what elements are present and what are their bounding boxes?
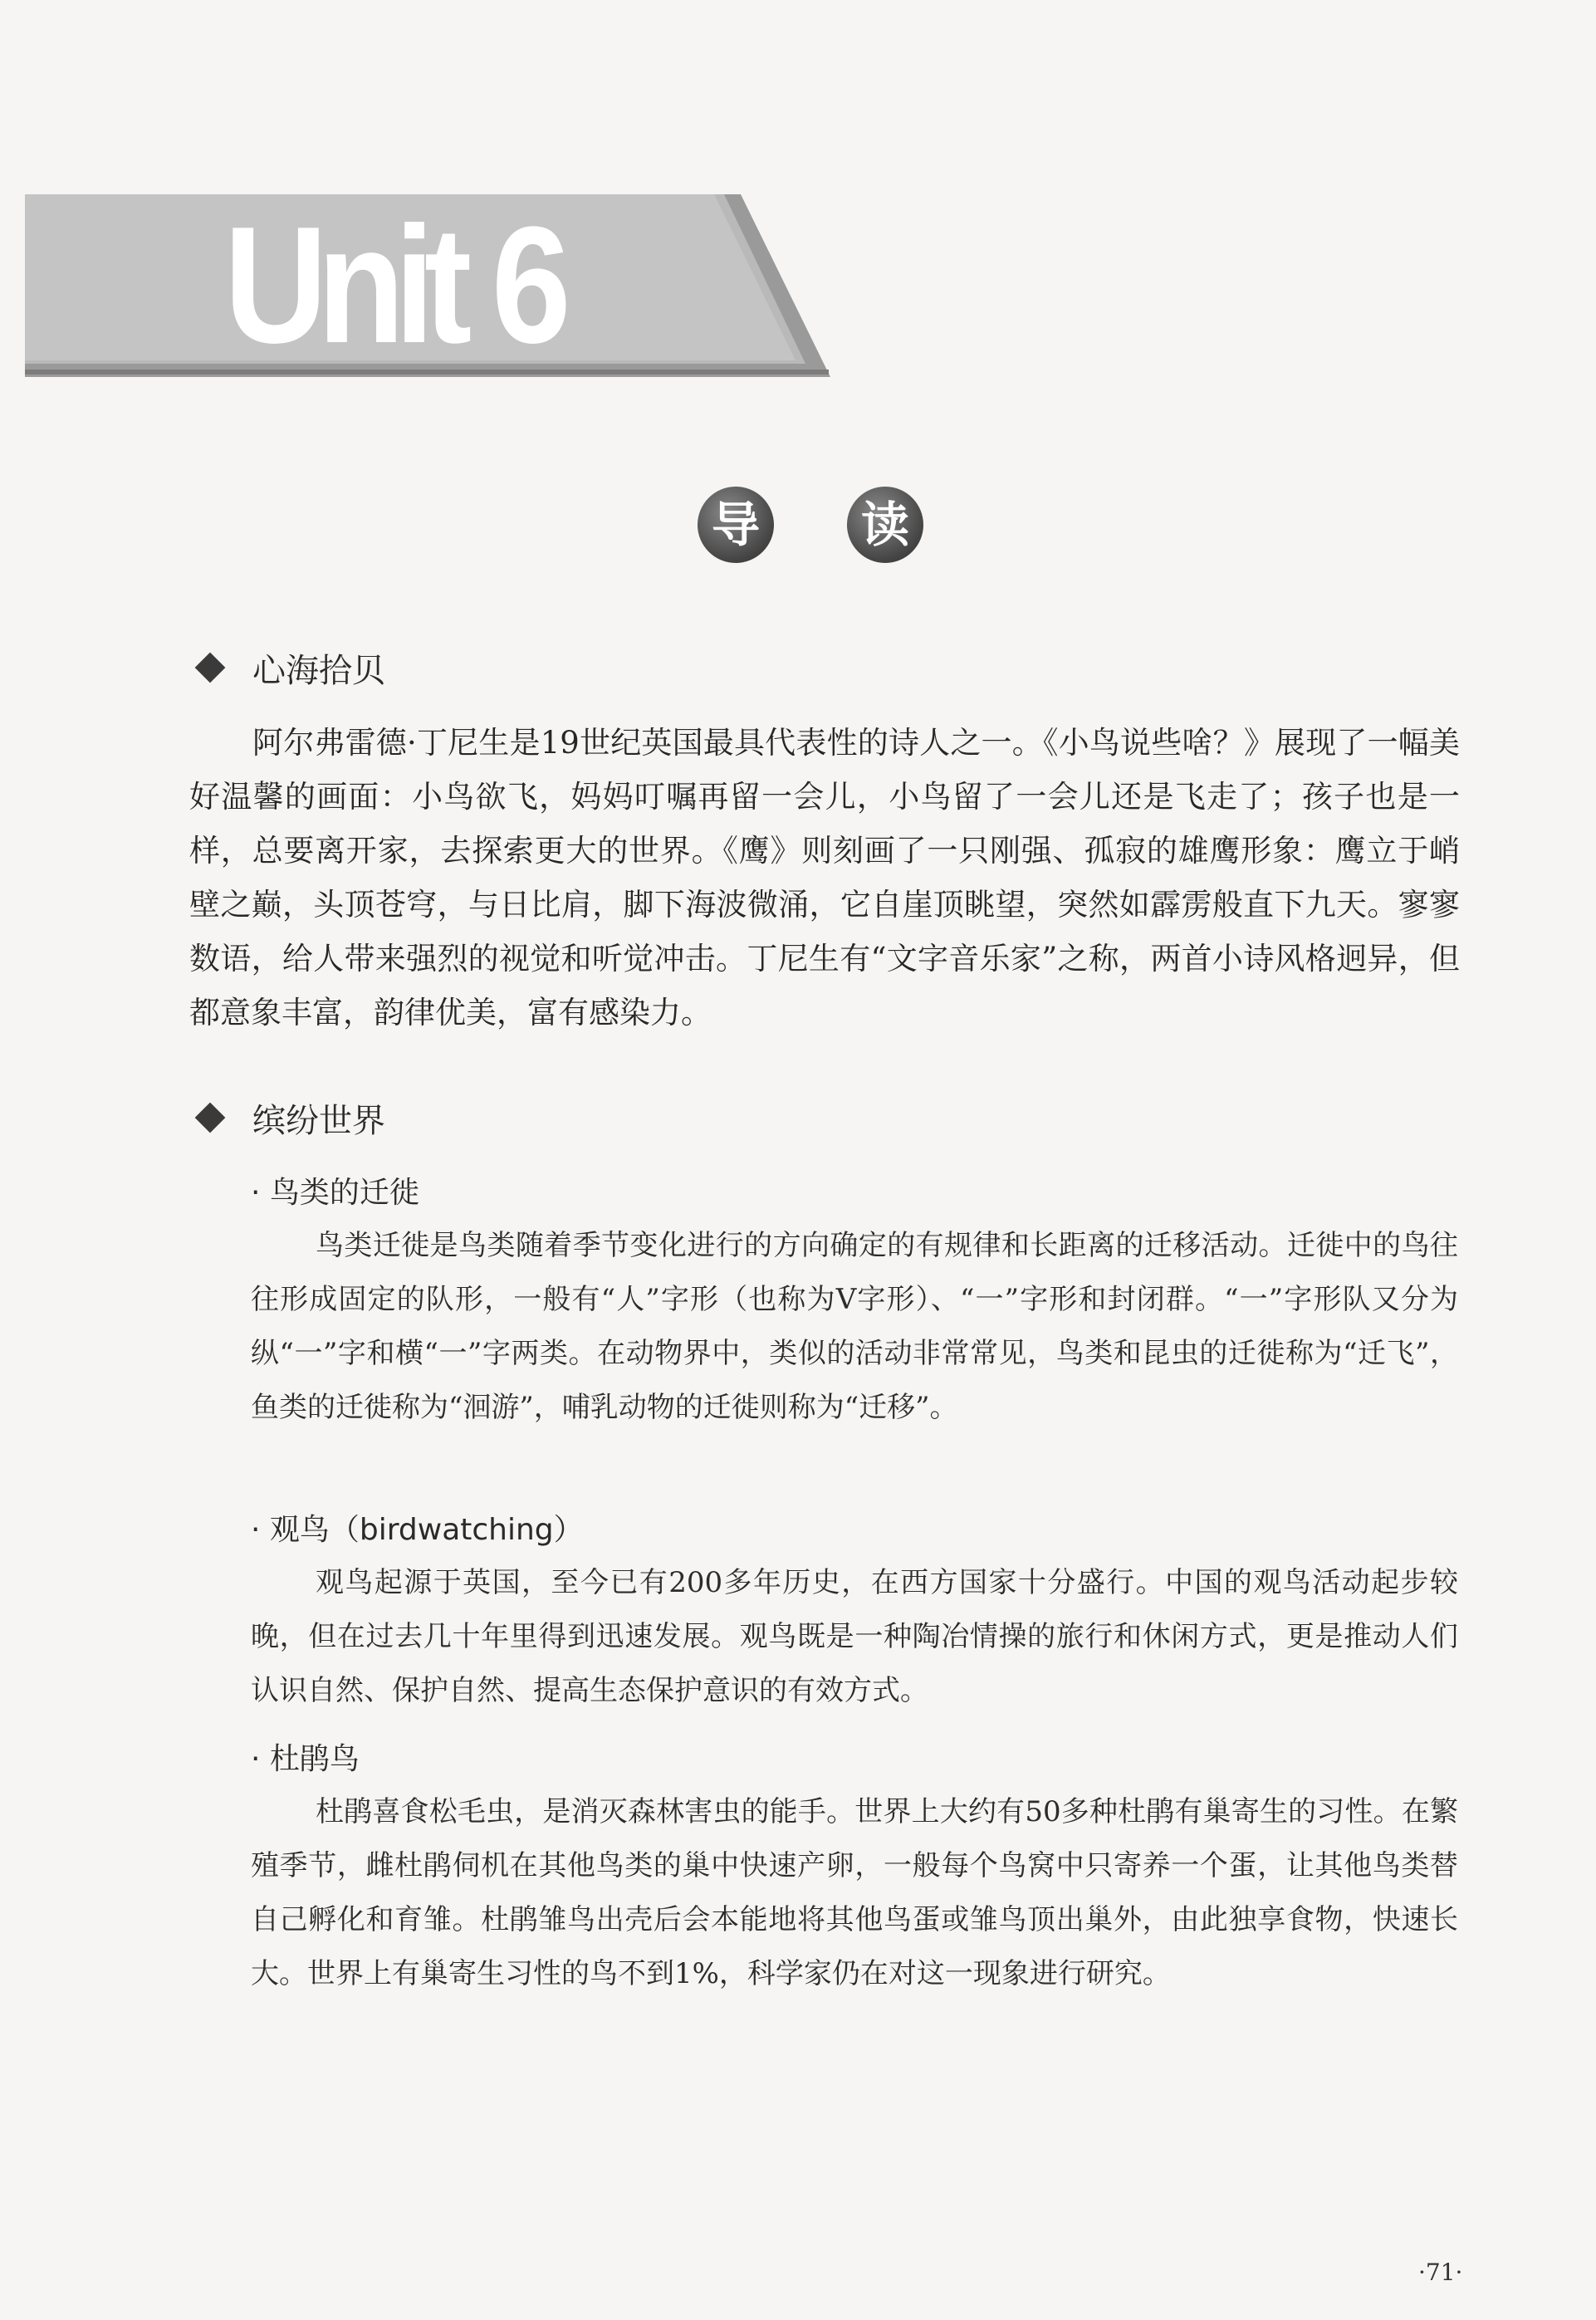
subsection-heading-migration: · 鸟类的迁徙: [251, 1176, 419, 1210]
guide-heading-char: 导: [698, 487, 774, 563]
section-heading-world: [193, 1093, 385, 1143]
section-title: 心海拾贝: [252, 651, 385, 690]
guide-heading-char: 读: [847, 487, 923, 563]
diamond-bullet-icon: [195, 653, 226, 683]
subsection-heading-cuckoo: · 杜鹃鸟: [251, 1742, 360, 1776]
subsection-heading-birdwatching: · 观鸟（birdwatching）: [251, 1513, 584, 1547]
page-number: ·71·: [1418, 2259, 1463, 2286]
subsection-body-birdwatching: 观鸟起源于英国，至今已有200多年历史，在西方国家十分盛行。中国的观鸟活动起步较晚，但在过去几十年里得到迅速发展。观鸟既是一种陶冶情操的旅行和休闲方式，更是推动人们认识自然、保护自然、提高生态保护意识的有效方式。: [251, 1566, 1458, 1707]
unit-title: Unit 6: [224, 193, 561, 378]
intro-paragraph: 阿尔弗雷德·丁尼生是19世纪英国最具代表性的诗人之一。《小鸟说些啥？》展现了一幅美好温馨的画面：小鸟欲飞，妈妈叮嘱再留一会儿，小鸟留了一会儿还是飞走了；孩子也是一样，总要离开家，去探索更大的世界。《鹰》则刻画了一只刚强、孤寂的雄鹰形象：鹰立于峭壁之巅，头顶苍穹，与日比肩，脚下海波微涌，它自崖顶眺望，突然如霹雳般直下九天。寥寥数语，给人带来强烈的视觉和听觉冲击。丁尼生有“文字音乐家”之称，两首小诗风格迥异，但都意象丰富，韵律优美，富有感染力。: [189, 725, 1460, 1030]
diamond-bullet-icon: [195, 1103, 226, 1133]
subsection-body-cuckoo: 杜鹃喜食松毛虫，是消灭森林害虫的能手。世界上大约有50多种杜鹃有巢寄生的习性。在繁殖季节，雌杜鹃伺机在其他鸟类的巢中快速产卵，一般每个鸟窝中只寄养一个蛋，让其他鸟类替自己孵化和育雏。杜鹃雏鸟出壳后会本能地将其他鸟蛋或雏鸟顶出巢外，由此独享食物，快速长大。世界上有巢寄生习性的鸟不到1%，科学家仍在对这一现象进行研究。: [251, 1795, 1458, 1990]
subsection-body-migration: 鸟类迁徙是鸟类随着季节变化进行的方向确定的有规律和长距离的迁移活动。迁徙中的鸟往往形成固定的队形，一般有“人”字形（也称为V字形）、“一”字形和封闭群。“一”字形队又分为纵“一”字和横“一”字两类。在动物界中，类似的活动非常常见，鸟类和昆虫的迁徙称为“迁飞”，鱼类的迁徙称为“洄游”，哺乳动物的迁徙则称为“迁移”。: [251, 1229, 1458, 1424]
section-heading-heart: [193, 643, 385, 693]
section-title: 缤纷世界: [252, 1101, 385, 1140]
